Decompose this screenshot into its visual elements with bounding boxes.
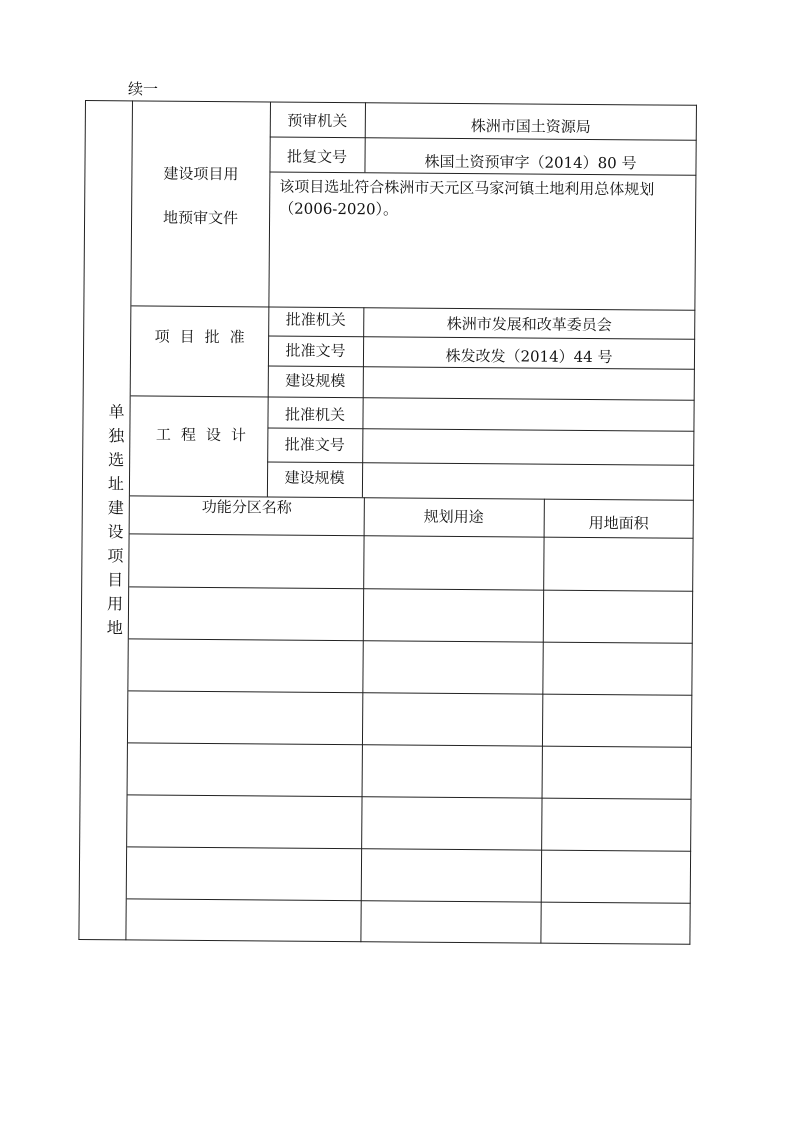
section-label: 单 独 选 址 建 设 项 目 用 地	[106, 402, 125, 638]
preapproval-group-label: 建设项目用 地预审文件	[162, 164, 239, 228]
row-line	[131, 305, 695, 310]
border-left	[78, 100, 86, 940]
border-bottom	[78, 939, 690, 945]
table-row-line	[128, 742, 692, 747]
border-top	[85, 100, 697, 106]
table-row-line	[127, 898, 691, 903]
table-row-line	[127, 846, 691, 851]
project-docno-value: 株发改发（2014）44 号	[445, 346, 613, 367]
table-row-line	[128, 794, 692, 799]
row-line	[267, 427, 694, 431]
row-line	[267, 461, 694, 465]
continuation-label: 续一	[128, 80, 159, 98]
project-approval-group-label: 项目批准	[154, 327, 255, 347]
engineering-authority-label: 批准机关	[284, 405, 346, 425]
zone-header-name: 功能分区名称	[201, 497, 292, 517]
table-row-line	[129, 586, 693, 591]
project-scale-label: 建设规模	[285, 371, 346, 391]
table-row-line	[129, 638, 693, 643]
preapproval-docno-value: 株国土资预审字（2014）80 号	[424, 152, 637, 173]
project-authority-label: 批准机关	[285, 310, 346, 330]
preapproval-docno-label: 批复文号	[286, 147, 348, 167]
row-line	[131, 395, 695, 400]
project-authority-value: 株洲市发展和改革委员会	[446, 314, 612, 335]
zone-col-divider-2	[540, 499, 544, 944]
engineering-design-group-label: 工程设计	[155, 425, 256, 445]
table-row-line	[130, 533, 694, 538]
zone-col-divider-1	[360, 497, 364, 942]
land-use-form	[78, 100, 697, 945]
preapproval-remark: 该项目选址符合株洲市天元区马家河镇土地利用总体规划（2006-2020）。	[279, 177, 655, 219]
engineering-scale-label: 建设规模	[284, 468, 345, 488]
zone-header-use: 规划用途	[423, 507, 484, 527]
table-row-line	[128, 690, 692, 695]
engineering-docno-label: 批准文号	[284, 435, 345, 455]
zone-header-area: 用地面积	[588, 513, 649, 533]
preapproval-authority-label: 预审机关	[287, 111, 348, 131]
preapproval-authority-value: 株洲市国土资源局	[470, 117, 591, 136]
project-docno-label: 批准文号	[285, 341, 346, 361]
